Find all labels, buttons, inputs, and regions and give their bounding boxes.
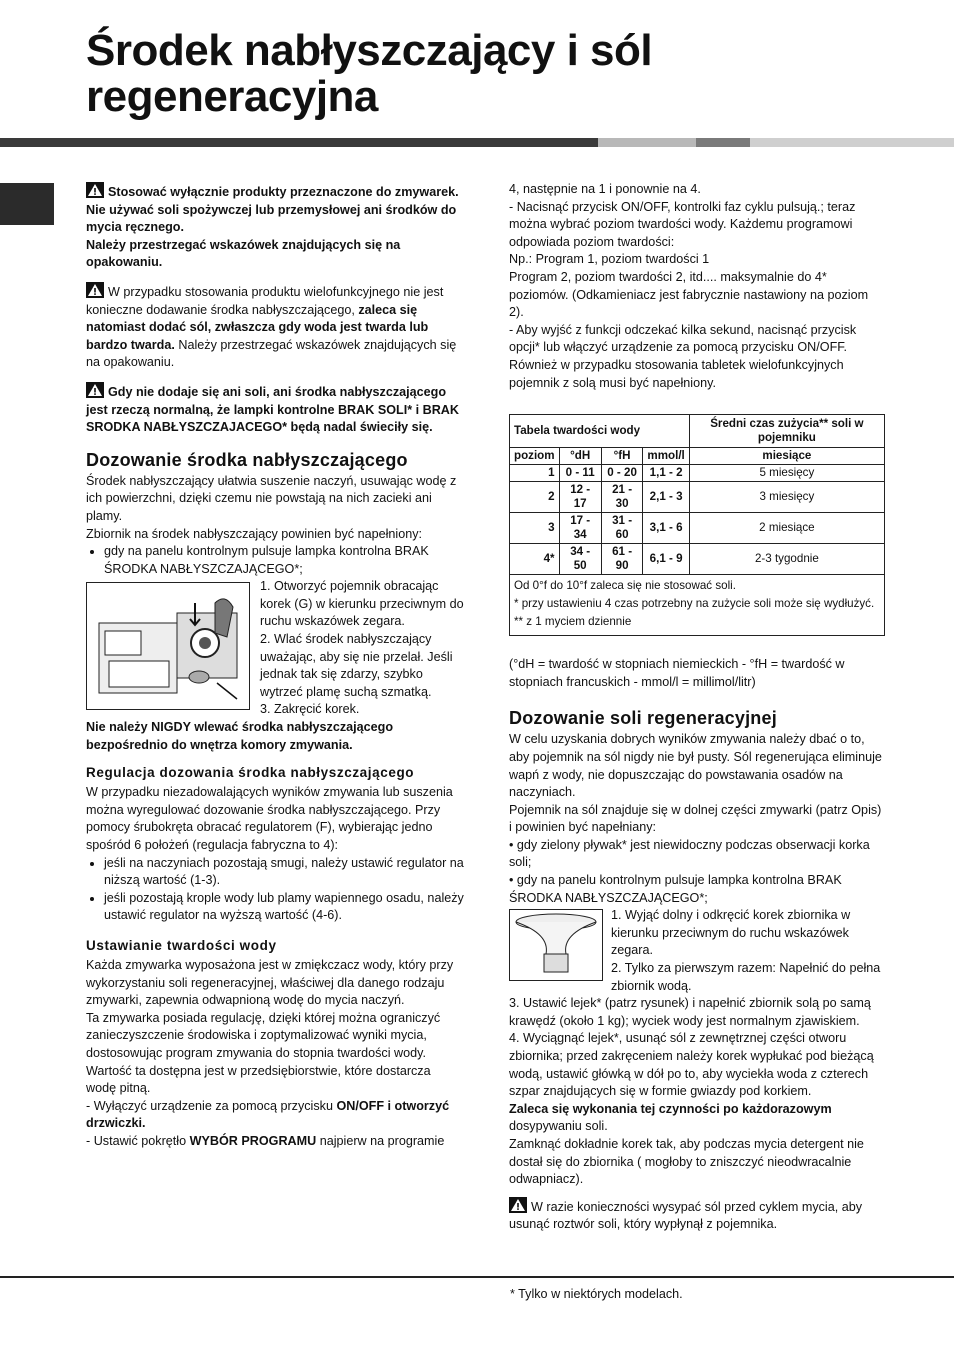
adjust-paragraph: W przypadku niezadowalających wyników zmywania lub suszenia można wyregulować dozowanie środka nabłyszczającego. Przy pomocy śrubokręta obracać regulatorem (F), wybierając jedno spośród 6 położeń (regulacja fabryczna to 4):	[86, 785, 453, 852]
table-title: Tabela twardości wody	[510, 415, 690, 448]
table-cell: 31 - 60	[601, 513, 643, 544]
table-note-3: ** z 1 myciem dziennie	[514, 615, 632, 629]
adjust-list-item: • jeśli pozostają krople wody lub plamy wapiennego osadu, należy ustawić regulator na wyższą wartość (4-6).	[104, 890, 464, 925]
no-salt-warning: Gdy nie dodaje się ani soli, ani środka nabłyszczającego jest rzeczą normalną, że lampki kontrolne BRAK SOLI* i BRAK SRODKA NABŁYSZCZAJACEGO* będą nadal świeciły się.	[86, 384, 459, 435]
hardness-paragraph-2: Ta zmywarka posiada regulację, dzięki której można ograniczyć zanieczyszczenie środowiska i zoptymalizować wyniki mycia, dostosowując program zmywania do stopnia twardości wody. Wartość ta dostępna jest w przedsiębiorstwie, które dostarcza wodę pitną.	[86, 1010, 441, 1096]
warning-icon	[86, 282, 104, 298]
hardness-step-2-end: najpierw na programie	[319, 1133, 445, 1148]
table-cell: 4*	[510, 544, 560, 575]
salt-paragraph-5: Zamknąć dokładnie korek tak, aby podczas mycia detergent nie dostał się do zbiornika ( mogłoby to zniszczyć nieodwracalnie odwapniacz).	[509, 1136, 864, 1187]
heading-rinse-aid: Dozowanie środka nabłyszczającego	[86, 449, 408, 470]
multifunction-note: W przypadku stosowania produktu wielofunkcyjnego nie jest konieczne dodawanie środka nabłyszczającego,	[86, 284, 444, 317]
table-header: °fH	[601, 448, 643, 465]
rinse-list-item: • gdy na panelu kontrolnym pulsuje lampka kontrolna BRAK ŚRODKA NABŁYSZCZAJĄCEGO*;	[104, 543, 464, 578]
heading-salt: Dozowanie soli regeneracyjnej	[509, 708, 777, 729]
hardness-step-4: - Nacisnąć przycisk ON/OFF, kontrolki faz cyklu pulsują.; teraz można wybrać poziom twardości wody. Każdemu programowi odpowiada poziom twardości:	[509, 199, 856, 249]
rinse-paragraph-2: Zbiornik na środek nabłyszczający powinien być napełniony:	[86, 526, 423, 541]
hardness-tablets: Również w przypadku stosowania tabletek wielofunkcyjnych pojemnik z solą musi być napełniony.	[509, 357, 844, 390]
title-rule-mid	[696, 138, 750, 147]
hardness-step-2: - Ustawić pokrętło	[86, 1133, 187, 1148]
table-cell: 0 - 20	[601, 465, 643, 482]
rinse-paragraph-1: Środek nabłyszczający ułatwia suszenie naczyń, usuwając wodę z ich powierzchni, dzięki czemu nie powstają na nich zacieki ani plamy.	[86, 473, 457, 523]
hardness-step-2-bold: WYBÓR PROGRAMU	[189, 1133, 317, 1148]
table-row	[510, 544, 885, 575]
salt-recommendation-end: dosypywaniu soli.	[509, 1119, 608, 1134]
table-cell: 2 miesiące	[689, 513, 884, 544]
hardness-example-1: Np.: Program 1, poziom twardości 1	[509, 252, 710, 267]
title-rule-light	[598, 138, 696, 147]
table-cell: 1,1 - 2	[643, 465, 689, 482]
footer-rule	[0, 1276, 954, 1278]
title-rule-pale	[750, 138, 954, 147]
table-cell: 3,1 - 6	[643, 513, 689, 544]
multifunction-note-end: Należy przestrzegać wskazówek znajdujących się na opakowaniu.	[86, 337, 457, 370]
warning-text-1: Stosować wyłącznie produkty przeznaczone do zmywarek.	[108, 185, 459, 199]
salt-step-3: 3. Ustawić lejek* (patrz rysunek) i napełnić zbiornik solą po samą krawędź (około 1 kg); wyciek wody jest normalnym zjawiskiem.	[509, 996, 871, 1028]
salt-recommendation: Zaleca się wykonania tej czynności po każdorazowym	[509, 1101, 832, 1116]
hardness-exit: - Aby wyjść z funkcji odczekać kilka sekund, nacisnąć przycisk opcji* lub włączyć urządzenie za pomocą przycisku ON/OFF.	[509, 322, 857, 355]
salt-paragraph-3: • gdy zielony pływak* jest niewidoczny podczas obserwacji korka soli;	[509, 837, 870, 870]
hardness-step-1-bold: ON/OFF i otworzyć drzwiczki.	[86, 1098, 450, 1131]
rinse-step-1: 1. Otworzyć pojemnik obracając korek (G) w kierunku przeciwnym do ruchu wskazówek zegara.	[260, 579, 464, 629]
table-cell: 2-3 tygodnie	[689, 544, 884, 575]
table-header: °dH	[559, 448, 601, 465]
hardness-step-1: - Wyłączyć urządzenie za pomocą przycisku	[86, 1098, 333, 1113]
table-cell: 6,1 - 9	[643, 544, 689, 575]
page-title: Środek nabłyszczający i sól regeneracyjna	[86, 26, 653, 121]
warning-text-3: Należy przestrzegać wskazówek znajdujących się na opakowaniu.	[86, 237, 401, 270]
table-cell: 34 - 50	[559, 544, 601, 575]
table-cell: 2	[510, 482, 560, 513]
rinse-aid-dispenser-illustration	[86, 582, 250, 710]
right-column	[509, 181, 885, 1234]
table-cell: 2,1 - 3	[643, 482, 689, 513]
table-cell: 5 miesięcy	[689, 465, 884, 482]
table-cell: 3 miesięcy	[689, 482, 884, 513]
warning-text-2: Nie używać soli spożywczej lub przemysłowej ani środków do mycia ręcznego.	[86, 202, 457, 235]
table-row	[510, 482, 885, 513]
hardness-step-3: 4, następnie na 1 i ponownie na 4.	[509, 182, 701, 196]
salt-paragraph-4: • gdy na panelu kontrolnym pulsuje lampka kontrolna BRAK ŚRODKA NABŁYSZCZAJĄCEGO*;	[509, 873, 842, 905]
salt-step-4: 4. Wyciągnąć lejek*, usunąć sól z zewnętrznej części otworu zbiornika; przed zakręceniem należy korek wypłukać pod bieżącą wodą, ustawić główką w dół po to, aby wyciekła woda z czterech szpar znajdujących się w formie gwiazdy pod korkiem.	[509, 1031, 874, 1099]
table-note-1: Od 0°f do 10°f zaleca się nie stosować soli.	[514, 579, 736, 593]
units-note: (°dH = twardość w stopniach niemieckich - °fH = twardość w stopniach francuskich - mmol/l = millimol/litr)	[509, 657, 845, 689]
table-cell: 17 - 34	[559, 513, 601, 544]
salt-step-1: 1. Wyjąć dolny i odkręcić korek zbiornika w kierunku przeciwnym do ruchu wskazówek zegara.	[611, 908, 851, 958]
hardness-paragraph-1: Każda zmywarka wyposażona jest w zmiękczacz wody, który przy wykorzystaniu soli regeneracyjnej, właściwej dla danego rodzaju zmywarki, zapewnia odwapnioną wodę do mycia naczyń.	[86, 957, 454, 1008]
salt-step-2: 2. Tylko za pierwszym razem: Napełnić do pełna zbiornik wodą.	[611, 961, 881, 993]
title-rule-dark	[0, 138, 598, 147]
table-header: mmol/l	[643, 448, 689, 465]
water-hardness-table	[509, 414, 885, 636]
footnote: * Tylko w niektórych modelach.	[510, 1287, 683, 1301]
heading-adjust: Regulacja dozowania środka nabłyszczającego	[86, 765, 415, 781]
table-header: poziom	[510, 448, 560, 465]
hardness-example-2: Program 2, poziom twardości 2, itd.... maksymalnie do 4* poziomów. (Odkamieniacz jest fabrycznie nastawiony na poziom 2).	[509, 269, 869, 320]
salt-warning: W razie konieczności wysypać sól przed cyklem mycia, aby usunąć roztwór soli, który wypłynął z pojemnika.	[509, 1199, 863, 1232]
rinse-step-2: 2. Wlać środek nabłyszczający uważając, aby się nie przelał. Jeśli jednak tak się zdarzy, szybko wytrzeć plamę suchą szmatką.	[260, 632, 453, 699]
table-cell: 21 - 30	[601, 482, 643, 513]
table-header: miesiące	[689, 448, 884, 465]
warning-icon	[86, 382, 104, 398]
heading-water-hardness: Ustawianie twardości wody	[86, 937, 277, 953]
table-note-2: * przy ustawieniu 4 czas potrzebny na zużycie soli może się wydłużyć.	[514, 597, 875, 611]
table-cell: 3	[510, 513, 560, 544]
salt-paragraph-2: Pojemnik na sól znajduje się w dolnej części zmywarki (patrz Opis) i powinien być napełniany:	[509, 802, 882, 835]
left-column	[86, 182, 464, 1151]
table-cell: 1	[510, 465, 560, 482]
warning-icon	[86, 182, 104, 198]
rinse-step-3: 3. Zakręcić korek.	[260, 702, 360, 717]
never-warning: Nie należy NIGDY wlewać środka nabłyszczającego bezpośrednio do wnętrza komory zmywania.	[86, 720, 394, 752]
table-cell: 12 - 17	[559, 482, 601, 513]
table-cell: 61 - 90	[601, 544, 643, 575]
warning-icon	[509, 1197, 527, 1213]
salt-paragraph-1: W celu uzyskania dobrych wyników zmywania należy dbać o to, aby pojemnik na sól nigdy nie był pusty. Sól regenerująca eliminuje wapń z wody, nie dopuszczając do powstawania osadów na naczyniach.	[509, 732, 882, 800]
table-row	[510, 513, 885, 544]
multifunction-note-bold: zaleca się natomiast dodać sól, zwłaszcza gdy woda jest twarda lub bardzo twarda.	[86, 302, 429, 352]
table-cell: 0 - 11	[559, 465, 601, 482]
salt-funnel-illustration	[509, 909, 603, 981]
side-tab	[0, 183, 54, 225]
table-row	[510, 465, 885, 482]
adjust-list-item: • jeśli na naczyniach pozostają smugi, należy ustawić regulator na niższą wartość (1-3).	[104, 855, 464, 890]
table-avg-header: Średni czas zużycia** soli w pojemniku	[689, 415, 884, 448]
